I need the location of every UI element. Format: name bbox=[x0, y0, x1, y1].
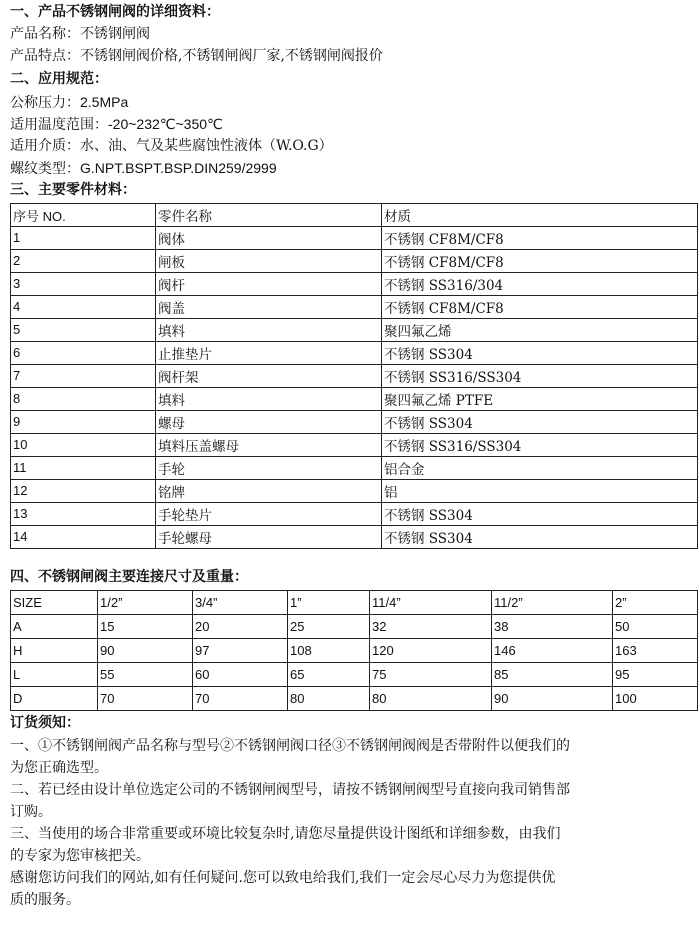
materials-cell: 铝 bbox=[382, 480, 698, 503]
dimensions-header-cell: 11/2” bbox=[492, 591, 613, 615]
order-p3-line2: 的专家为您审核把关。 bbox=[10, 848, 150, 864]
dimensions-cell: 75 bbox=[370, 663, 492, 687]
materials-cell: 不锈钢 SS316/SS304 bbox=[382, 365, 698, 388]
materials-cell: 手轮 bbox=[156, 457, 382, 480]
thread-value: G.NPT.BSPT.BSP.DIN259/2999 bbox=[80, 160, 277, 176]
materials-cell: 螺母 bbox=[156, 411, 382, 434]
materials-cell: 不锈钢 CF8M/CF8 bbox=[382, 227, 698, 250]
temperature-value: -20~232℃~350℃ bbox=[108, 116, 223, 132]
materials-cell: 止推垫片 bbox=[156, 342, 382, 365]
dimensions-cell: L bbox=[11, 663, 98, 687]
materials-cell: 9 bbox=[11, 411, 156, 434]
dimensions-cell: 80 bbox=[288, 687, 370, 711]
materials-row bbox=[11, 434, 698, 457]
thanks-line1: 感谢您访问我们的网站,如有任何疑问.您可以致电给我们,我们一定会尽心尽力为您提供优 bbox=[10, 870, 556, 886]
dimensions-header-cell: 3/4” bbox=[193, 591, 288, 615]
dimensions-cell: 120 bbox=[370, 639, 492, 663]
materials-cell: 13 bbox=[11, 503, 156, 526]
materials-cell: 不锈钢 CF8M/CF8 bbox=[382, 250, 698, 273]
materials-cell: 阀杆 bbox=[156, 273, 382, 296]
materials-cell: 3 bbox=[11, 273, 156, 296]
materials-row bbox=[11, 526, 698, 549]
materials-header-cell: 序号 NO. bbox=[11, 204, 156, 227]
dimensions-row bbox=[11, 639, 698, 663]
materials-row bbox=[11, 342, 698, 365]
materials-cell: 不锈钢 SS304 bbox=[382, 411, 698, 434]
materials-row bbox=[11, 457, 698, 480]
dimensions-header-cell: 1/2” bbox=[98, 591, 193, 615]
materials-cell: 不锈钢 SS304 bbox=[382, 526, 698, 549]
dimensions-cell: 55 bbox=[98, 663, 193, 687]
dimensions-cell: 20 bbox=[193, 615, 288, 639]
materials-row bbox=[11, 227, 698, 250]
temperature-line bbox=[10, 113, 223, 136]
dimensions-row bbox=[11, 663, 698, 687]
section1-heading: 一、产品不锈钢闸阀的详细资料： bbox=[10, 4, 220, 20]
dimensions-cell: 60 bbox=[193, 663, 288, 687]
section4-heading: 四、不锈钢闸阀主要连接尺寸及重量： bbox=[10, 569, 248, 585]
materials-cell: 填料 bbox=[156, 388, 382, 411]
materials-row bbox=[11, 388, 698, 411]
materials-cell: 7 bbox=[11, 365, 156, 388]
materials-cell: 铝合金 bbox=[382, 457, 698, 480]
dimensions-cell: 146 bbox=[492, 639, 613, 663]
dimensions-cell: 70 bbox=[98, 687, 193, 711]
order-p3-line1: 三、当使用的场合非常重要或环境比较复杂时,请您尽量提供设计图纸和详细参数，由我们 bbox=[10, 826, 561, 842]
dimensions-cell: 95 bbox=[613, 663, 698, 687]
materials-cell: 10 bbox=[11, 434, 156, 457]
dimensions-cell: 90 bbox=[98, 639, 193, 663]
materials-cell: 阀体 bbox=[156, 227, 382, 250]
dimensions-header-row bbox=[11, 591, 698, 615]
materials-row bbox=[11, 250, 698, 273]
dimensions-cell: H bbox=[11, 639, 98, 663]
materials-cell: 填料压盖螺母 bbox=[156, 434, 382, 457]
materials-cell: 不锈钢 SS304 bbox=[382, 342, 698, 365]
materials-cell: 聚四氟乙烯 bbox=[382, 319, 698, 342]
section3-heading: 三、主要零件材料： bbox=[10, 182, 136, 198]
materials-cell: 闸板 bbox=[156, 250, 382, 273]
dimensions-cell: 163 bbox=[613, 639, 698, 663]
materials-cell: 填料 bbox=[156, 319, 382, 342]
materials-cell: 1 bbox=[11, 227, 156, 250]
order-p2-line2: 订购。 bbox=[10, 804, 52, 820]
dimensions-cell: 15 bbox=[98, 615, 193, 639]
materials-cell: 聚四氟乙烯 PTFE bbox=[382, 388, 698, 411]
dimensions-cell: 32 bbox=[370, 615, 492, 639]
dimensions-header-cell: 2” bbox=[613, 591, 698, 615]
dimensions-cell: 108 bbox=[288, 639, 370, 663]
materials-cell: 手轮螺母 bbox=[156, 526, 382, 549]
section2-heading: 二、应用规范： bbox=[10, 71, 108, 87]
materials-cell: 不锈钢 CF8M/CF8 bbox=[382, 296, 698, 319]
order-p1-line1: 一、①不锈钢闸阀产品名称与型号②不锈钢闸阀口径③不锈钢闸阀阀是否带附件以便我们的 bbox=[10, 738, 570, 754]
dimensions-row bbox=[11, 687, 698, 711]
dimensions-header-cell: 1” bbox=[288, 591, 370, 615]
dimensions-row bbox=[11, 615, 698, 639]
materials-row bbox=[11, 365, 698, 388]
product-name-value: 不锈钢闸阀 bbox=[80, 26, 150, 42]
pressure-value: 2.5MPa bbox=[80, 94, 129, 110]
thread-line bbox=[10, 157, 277, 180]
materials-cell: 11 bbox=[11, 457, 156, 480]
materials-cell: 阀杆架 bbox=[156, 365, 382, 388]
medium-line bbox=[10, 135, 333, 157]
materials-header-cell: 材质 bbox=[382, 204, 698, 227]
order-p1-line2: 为您正确选型。 bbox=[10, 760, 108, 776]
materials-cell: 阀盖 bbox=[156, 296, 382, 319]
materials-cell: 8 bbox=[11, 388, 156, 411]
materials-header-row bbox=[11, 204, 698, 227]
materials-cell: 不锈钢 SS304 bbox=[382, 503, 698, 526]
dimensions-cell: A bbox=[11, 615, 98, 639]
dimensions-cell: 97 bbox=[193, 639, 288, 663]
materials-cell: 2 bbox=[11, 250, 156, 273]
dimensions-header-cell: 11/4” bbox=[370, 591, 492, 615]
dimensions-cell: D bbox=[11, 687, 98, 711]
medium-value: 水、油、气及某些腐蚀性液体（W.O.G） bbox=[80, 138, 333, 154]
product-features-value: 不锈钢闸阀价格,不锈钢闸阀厂家,不锈钢闸阀报价 bbox=[80, 48, 383, 64]
order-p2-line1: 二、若已经由设计单位选定公司的不锈钢闸阀型号，请按不锈钢闸阀型号直接向我司销售部 bbox=[10, 782, 570, 798]
thanks-line2: 质的服务。 bbox=[10, 892, 80, 908]
dimensions-cell: 90 bbox=[492, 687, 613, 711]
medium-label: 适用介质： bbox=[10, 138, 80, 154]
materials-row bbox=[11, 296, 698, 319]
materials-cell: 6 bbox=[11, 342, 156, 365]
dimensions-table bbox=[10, 590, 698, 711]
dimensions-cell: 38 bbox=[492, 615, 613, 639]
materials-row bbox=[11, 480, 698, 503]
dimensions-cell: 85 bbox=[492, 663, 613, 687]
materials-cell: 14 bbox=[11, 526, 156, 549]
materials-row bbox=[11, 319, 698, 342]
dimensions-cell: 65 bbox=[288, 663, 370, 687]
product-name-line bbox=[10, 23, 150, 45]
product-features-line bbox=[10, 45, 383, 67]
materials-header-cell: 零件名称 bbox=[156, 204, 382, 227]
product-features-label: 产品特点： bbox=[10, 48, 80, 64]
product-name-label: 产品名称： bbox=[10, 26, 80, 42]
dimensions-cell: 70 bbox=[193, 687, 288, 711]
materials-row bbox=[11, 503, 698, 526]
materials-cell: 铭牌 bbox=[156, 480, 382, 503]
dimensions-header-cell: SIZE bbox=[11, 591, 98, 615]
materials-cell: 不锈钢 SS316/SS304 bbox=[382, 434, 698, 457]
dimensions-cell: 25 bbox=[288, 615, 370, 639]
temperature-label: 适用温度范围： bbox=[10, 117, 108, 133]
dimensions-cell: 80 bbox=[370, 687, 492, 711]
pressure-label: 公称压力： bbox=[10, 95, 80, 111]
materials-cell: 4 bbox=[11, 296, 156, 319]
dimensions-cell: 100 bbox=[613, 687, 698, 711]
dimensions-cell: 50 bbox=[613, 615, 698, 639]
pressure-line bbox=[10, 91, 128, 114]
materials-cell: 5 bbox=[11, 319, 156, 342]
materials-row bbox=[11, 273, 698, 296]
order-heading: 订货须知： bbox=[10, 715, 80, 731]
materials-cell: 不锈钢 SS316/304 bbox=[382, 273, 698, 296]
materials-table bbox=[10, 203, 698, 549]
thread-label: 螺纹类型： bbox=[10, 161, 80, 177]
materials-cell: 手轮垫片 bbox=[156, 503, 382, 526]
materials-row bbox=[11, 411, 698, 434]
materials-cell: 12 bbox=[11, 480, 156, 503]
